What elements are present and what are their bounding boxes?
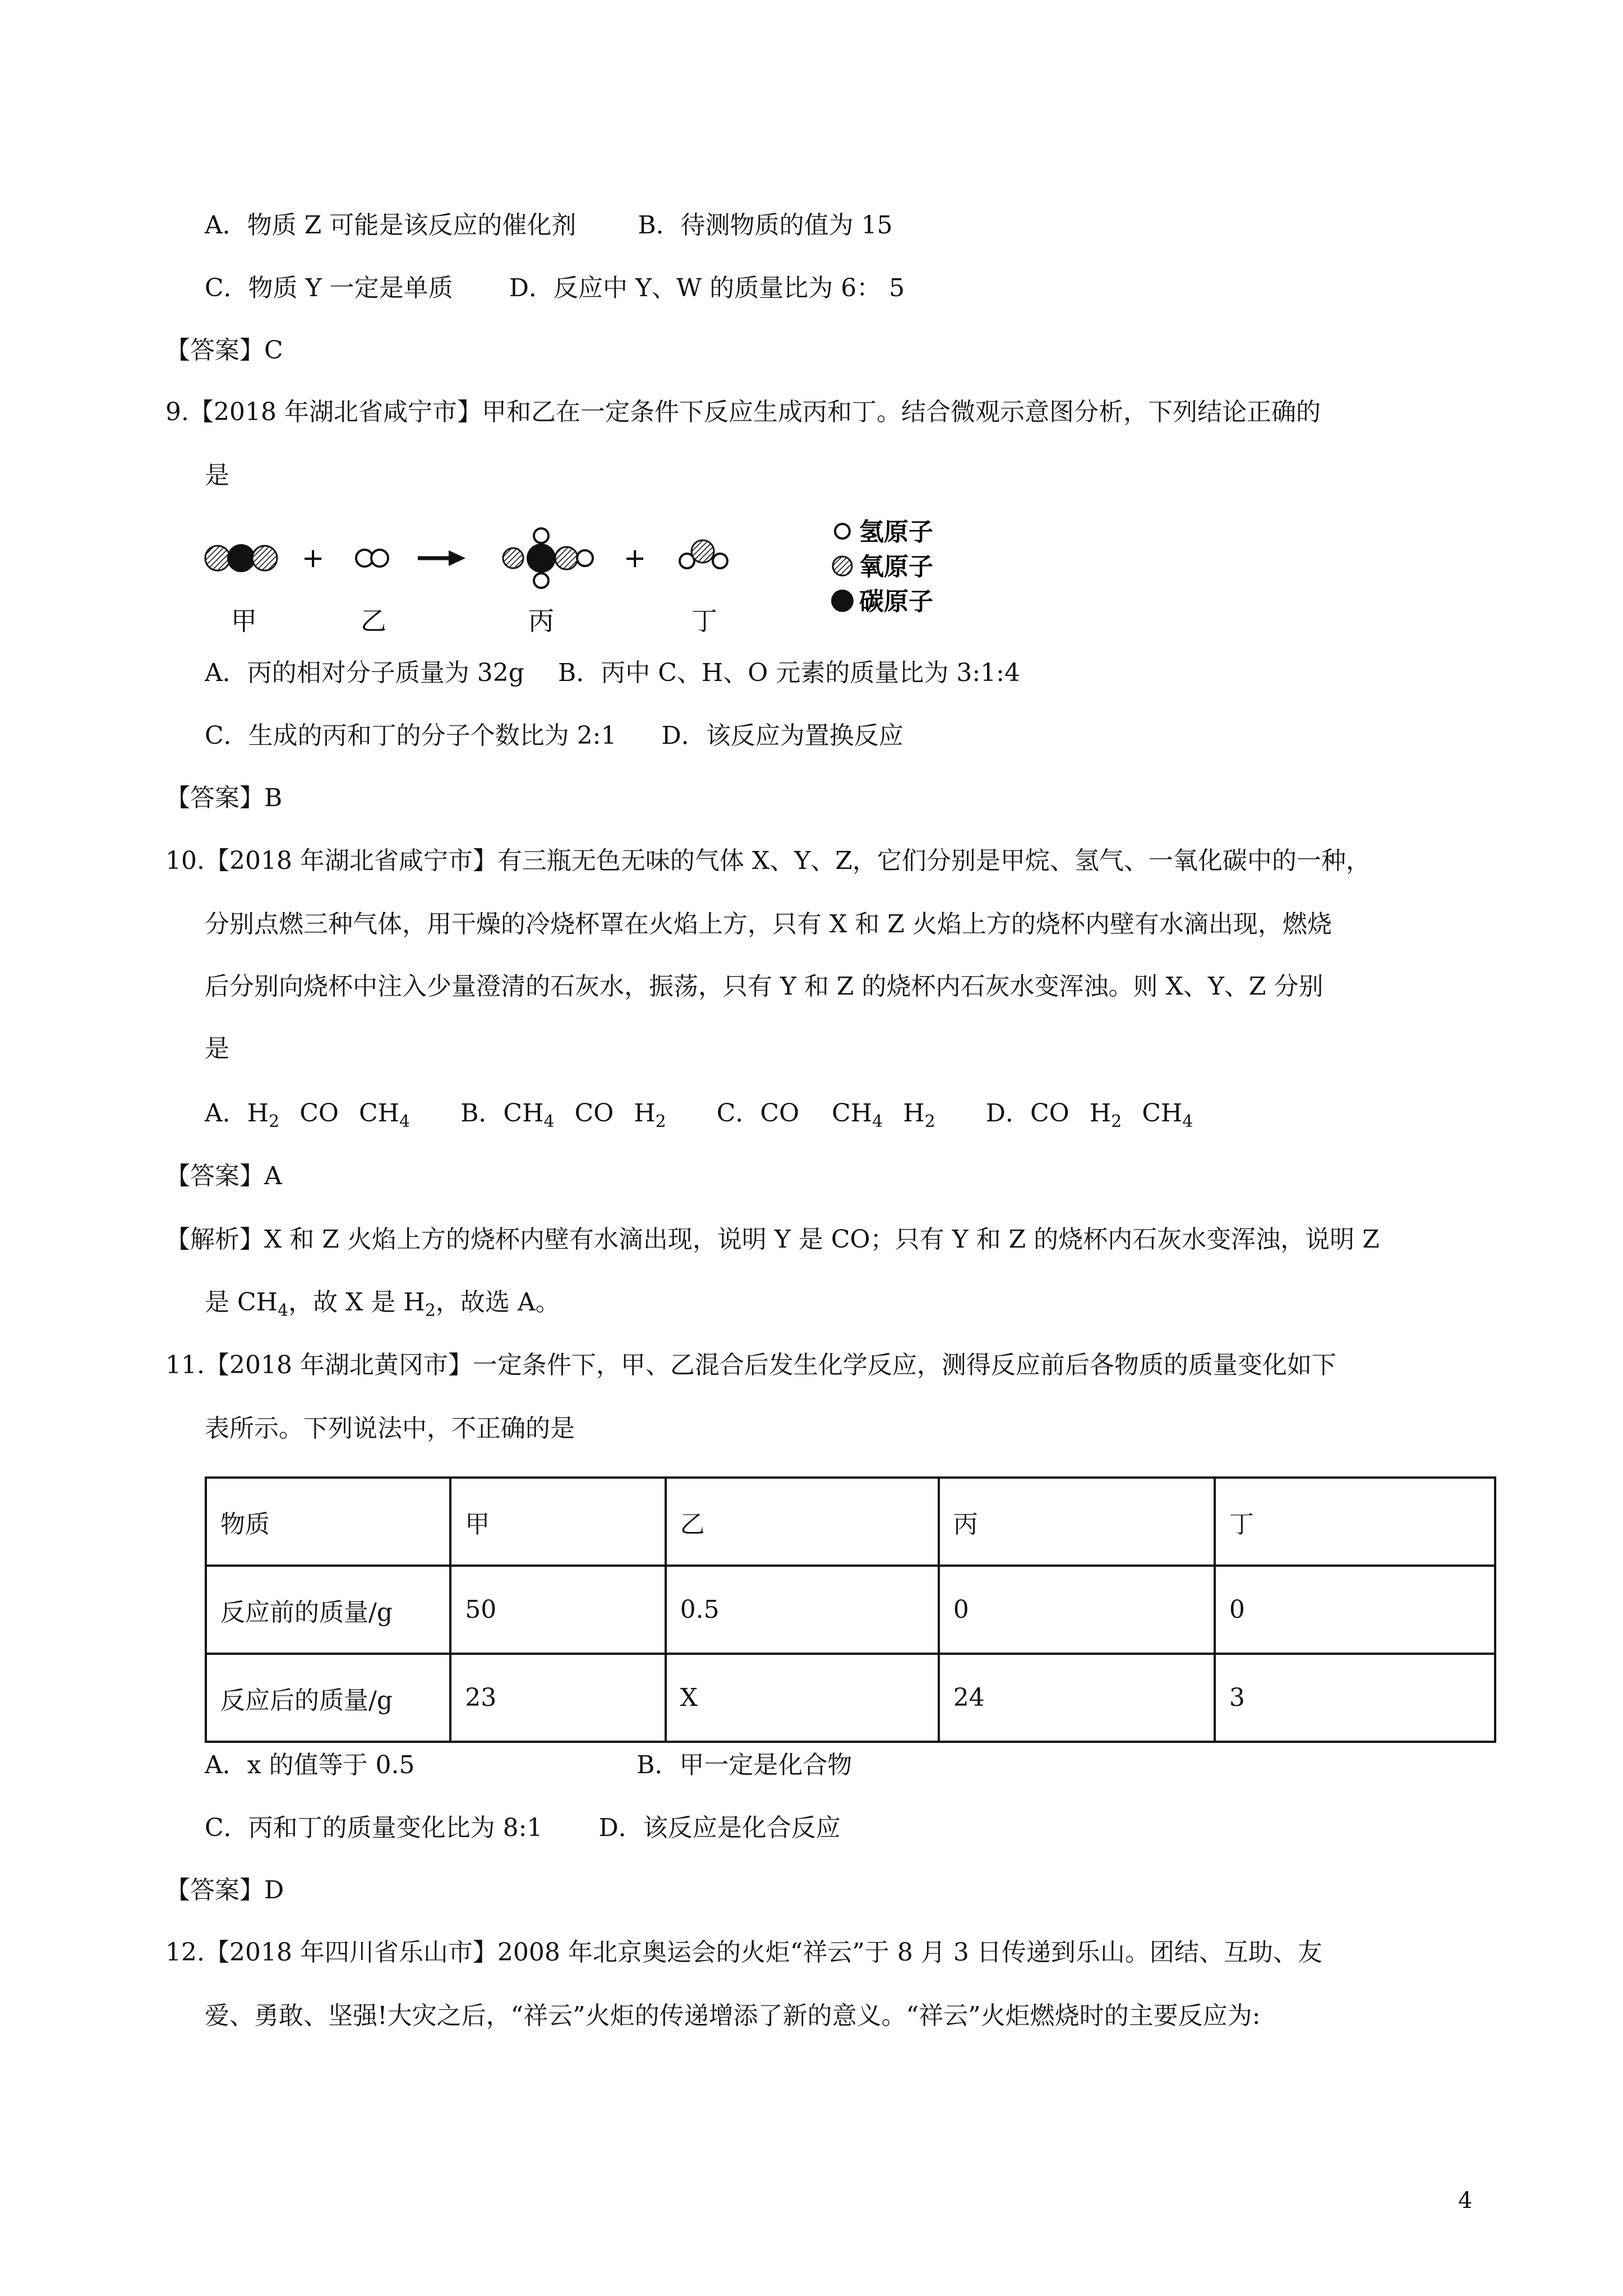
q11-answer: 【答案】D [165,1876,284,1904]
table-cell: 反应后的质量/g [206,1654,450,1742]
plus-sign-1: + [302,542,325,574]
legend-hydrogen: 氢原子 [859,518,933,546]
diagram-legend [831,518,933,616]
q8-option-a: A．物质 Z 可能是该反应的催化剂 [205,211,577,240]
q11-stem-line1: 11.【2018 年湖北黄冈市】一定条件下，甲、乙混合后发生化学反应，测得反应前后各物质的质量变化如下 [165,1351,1336,1379]
page-number: 4 [1458,2188,1473,2214]
table-cell: 乙 [666,1478,939,1566]
table-cell: 24 [939,1654,1215,1742]
q9-stem-line1: 9.【2018 年湖北省咸宁市】甲和乙在一定条件下反应生成丙和丁。结合微观示意图分析，下列结论正确的 [165,398,1321,426]
q12-stem-line1: 12.【2018 年四川省乐山市】2008 年北京奥运会的火炬“祥云”于 8 月 3 日传递到乐山。团结、互助、友 [165,1938,1322,1967]
table-cell: 甲 [450,1478,665,1566]
q9-option-d: D．该反应为置换反应 [661,721,903,750]
molecule-yi-icon [356,550,388,567]
q8-options-row1 [205,209,893,242]
q10-analysis-line2: 是 $CH_4$，故 X 是 $H_2$，故选 A。 [205,1288,560,1320]
q11-option-d: D．该反应是化合反应 [598,1814,841,1842]
table-cell: 50 [450,1566,665,1654]
table-cell: 23 [450,1654,665,1742]
table-cell: 0 [939,1566,1215,1654]
q10-analysis-line1: 【解析】X 和 Z 火焰上方的烧杯内壁有水滴出现，说明 Y 是 CO；只有 Y 和 Z 的烧杯内石灰水变浑浊，说明 Z [165,1225,1380,1254]
molecule-jia-icon [205,544,277,572]
q11-option-a: A．x 的值等于 0.5 [205,1751,415,1779]
reaction-arrow-icon [418,550,465,566]
table-cell: 丁 [1215,1478,1495,1566]
q10-option-b: B．$CH_4$ CO $H_2$ [460,1099,666,1131]
q10-option-d: D．CO $H_2$ $CH_4$ [985,1099,1193,1131]
label-ding: 丁 [691,606,717,636]
q8-options-row2 [205,272,905,305]
label-bing: 丙 [528,606,554,636]
q9-answer: 【答案】B [165,784,283,812]
table-row [206,1654,1495,1742]
q9-options-row2 [205,719,903,753]
q8-option-d: D．反应中 Y、W 的质量比为 6： 5 [509,274,905,302]
q10-option-c: C．CO $CH_4$ $H_2$ [716,1099,935,1131]
q9-options-row1 [205,656,1020,690]
q9-option-b: B．丙中 C、H、O 元素的质量比为 3:1:4 [557,659,1020,687]
table-cell: 0 [1215,1566,1495,1654]
q11-options-row1 [205,1749,852,1782]
q10-stem-line2: 分别点燃三种气体，用干燥的冷烧杯罩在火焰上方，只有 X 和 Z 火焰上方的烧杯内壁有水滴出现，燃烧 [205,910,1332,938]
q9-option-c: C．生成的丙和丁的分子个数比为 2:1 [205,721,617,750]
q10-answer: 【答案】A [165,1162,282,1190]
legend-carbon: 碳原子 [859,587,933,616]
legend-oxygen: 氧原子 [859,553,933,581]
table-row [206,1566,1495,1654]
table-row [206,1478,1495,1566]
q11-stem-line2: 表所示。下列说法中，不正确的是 [205,1414,575,1443]
q10-options [205,1097,1193,1139]
molecule-ding-icon [680,540,727,568]
q10-stem-line4: 是 [205,1034,229,1063]
label-yi: 乙 [361,606,386,636]
q11-option-c: C．丙和丁的质量变化比为 8:1 [205,1814,543,1842]
table-cell: 0.5 [666,1566,939,1654]
molecule-reaction-diagram [202,508,1054,642]
q9-stem-line2: 是 [205,461,229,490]
q11-options-row2 [205,1811,841,1845]
q10-stem-line3: 后分别向烧杯中注入少量澄清的石灰水，振荡，只有 Y 和 Z 的烧杯内石灰水变浑浊。则 X、Y、Z 分别 [205,972,1324,1001]
q9-option-a: A．丙的相对分子质量为 32g [205,659,524,687]
table-cell: X [666,1654,939,1742]
q8-option-c: C．物质 Y 一定是单质 [205,274,453,302]
molecule-bing-icon [503,528,593,588]
table-cell: 物质 [206,1478,450,1566]
q10-option-a: A．$H_2$ CO $CH_4$ [205,1099,411,1131]
q8-option-b: B．待测物质的值为 15 [638,211,893,240]
table-cell: 3 [1215,1654,1495,1742]
q11-option-b: B．甲一定是化合物 [637,1751,852,1779]
mass-change-table [205,1476,1496,1743]
q10-stem-line1: 10.【2018 年湖北省咸宁市】有三瓶无色无味的气体 X、Y、Z，它们分别是甲烷、氢气、一氧化碳中的一种， [165,846,1371,875]
label-jia: 甲 [231,606,257,636]
table-cell: 反应前的质量/g [206,1566,450,1654]
table-cell: 丙 [939,1478,1215,1566]
q8-answer: 【答案】C [165,336,283,365]
plus-sign-2: + [624,542,647,574]
q12-stem-line2: 爱、勇敢、坚强!大灾之后，“祥云”火炬的传递增添了新的意义。“祥云”火炬燃烧时的主要反应为: [205,2001,1261,2030]
